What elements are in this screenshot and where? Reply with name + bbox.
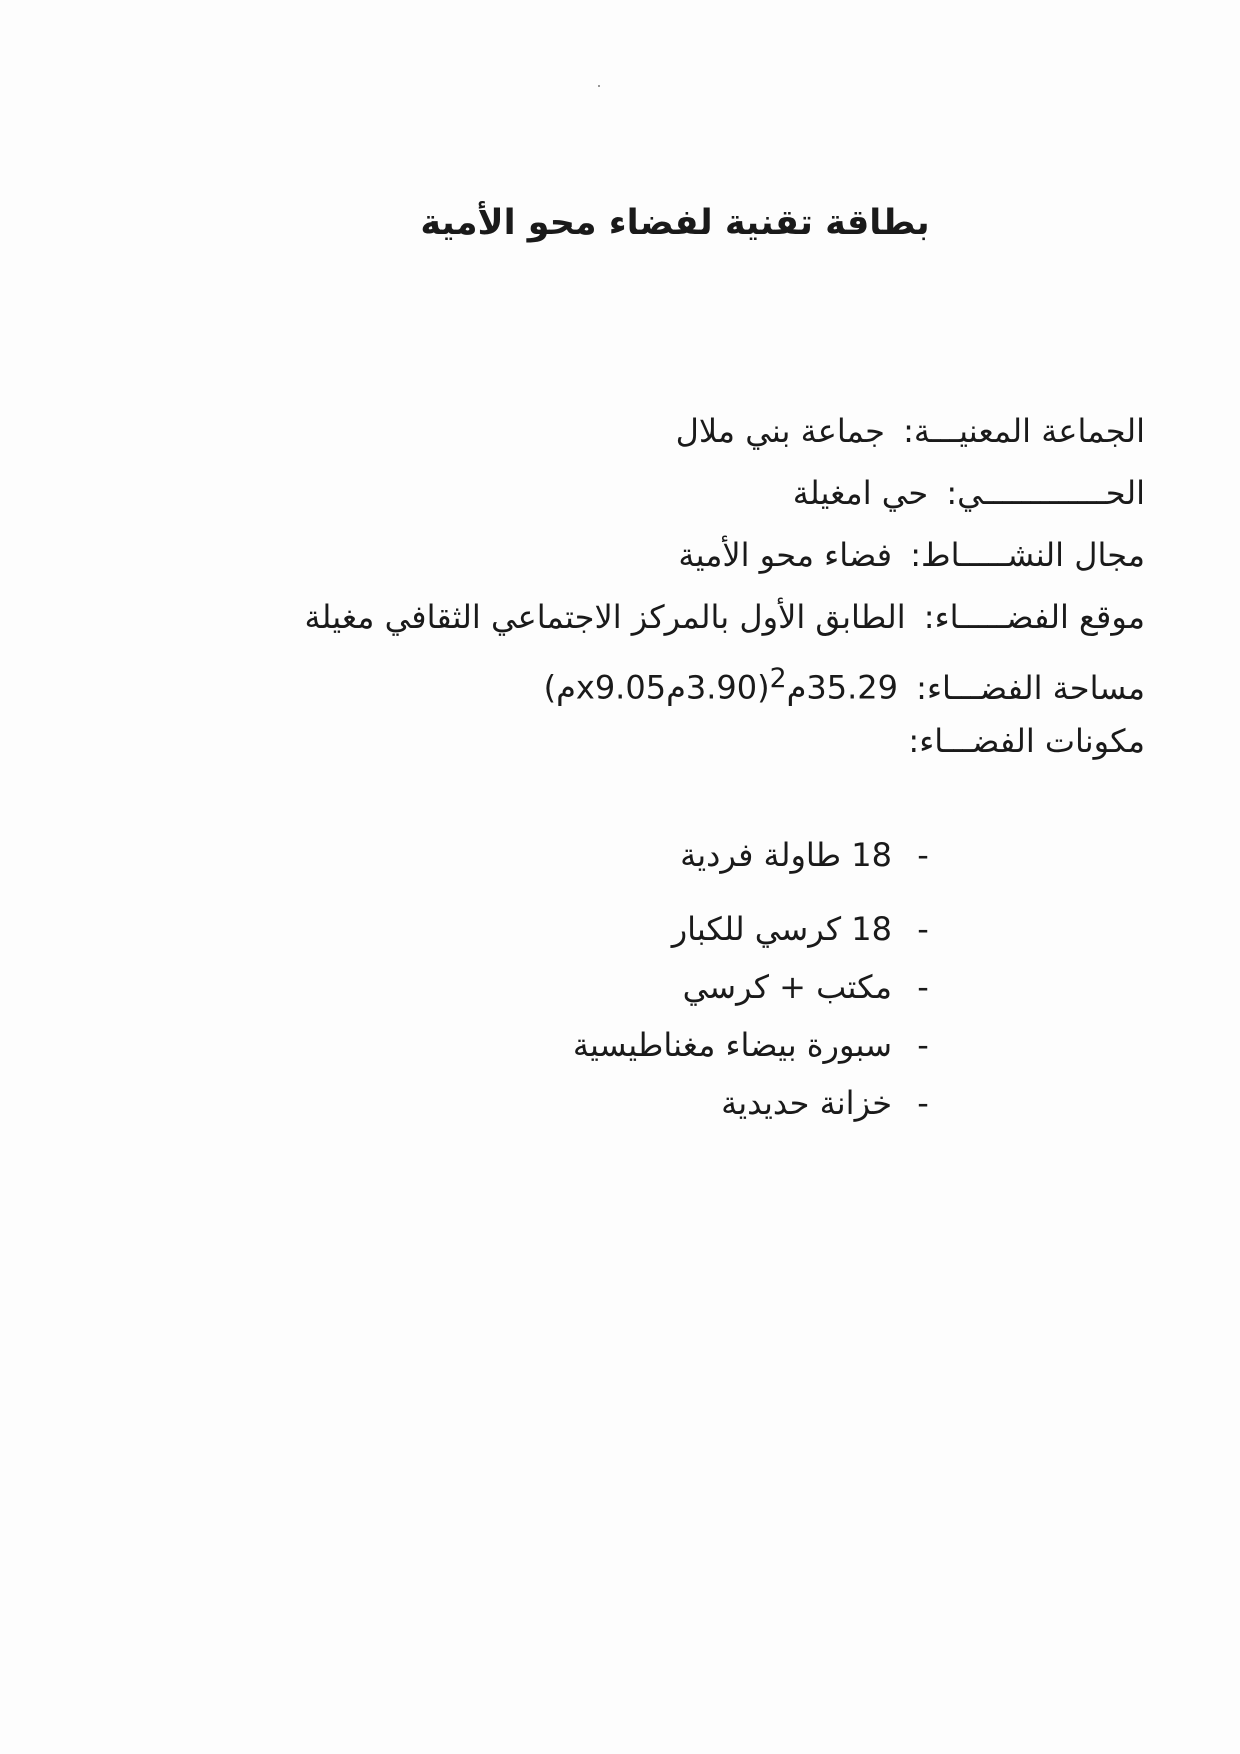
list-item-text: مكتب + كرسي	[682, 968, 892, 1006]
field-label: مساحة الفضـــاء:	[916, 668, 1145, 707]
field-area	[304, 648, 1145, 710]
field-commune	[304, 400, 1145, 462]
field-label: مجال النشـــــاط:	[910, 536, 1145, 574]
info-fields	[304, 400, 1145, 772]
list-marker: -	[917, 1084, 929, 1122]
field-label: مكونات الفضـــاء:	[908, 722, 1145, 760]
area-dimensions: (3.90مx9.05م)	[543, 668, 770, 707]
field-value: فضاء محو الأمية	[678, 536, 893, 574]
document-title	[0, 203, 1240, 243]
area-value: 35.29م	[786, 668, 898, 707]
list-marker: -	[917, 1026, 929, 1064]
field-value: حي امغيلة	[792, 474, 929, 512]
list-item-text: 18 طاولة فردية	[680, 836, 892, 874]
field-district	[304, 462, 1145, 524]
field-location	[304, 586, 1145, 648]
list-marker: -	[917, 968, 929, 1006]
list-item	[573, 958, 940, 1016]
list-marker: -	[917, 836, 929, 874]
field-value: جماعة بني ملال	[675, 412, 885, 450]
list-item-text: 18 كرسي للكبار	[671, 910, 892, 948]
field-label: موقع الفضـــــاء:	[923, 598, 1145, 636]
list-item	[573, 1016, 940, 1074]
list-item	[573, 820, 940, 890]
list-item	[573, 900, 940, 958]
field-components	[304, 710, 1145, 772]
list-item-text: سبورة بيضاء مغناطيسية	[572, 1026, 892, 1064]
field-value	[544, 648, 898, 719]
area-superscript: 2	[769, 663, 787, 694]
scan-speck	[598, 85, 600, 87]
list-item	[573, 1074, 940, 1132]
document-title-text: بطاقة تقنية لفضاء محو الأمية	[420, 203, 930, 243]
field-label: الجماعة المعنيـــة:	[903, 412, 1145, 450]
components-list	[573, 820, 940, 1132]
field-label: الحـــــــــــــي:	[946, 474, 1145, 512]
field-value: الطابق الأول بالمركز الاجتماعي الثقافي مغيلة	[304, 598, 906, 636]
list-marker: -	[917, 910, 929, 948]
list-item-text: خزانة حديدية	[721, 1084, 892, 1122]
field-activity	[304, 524, 1145, 586]
